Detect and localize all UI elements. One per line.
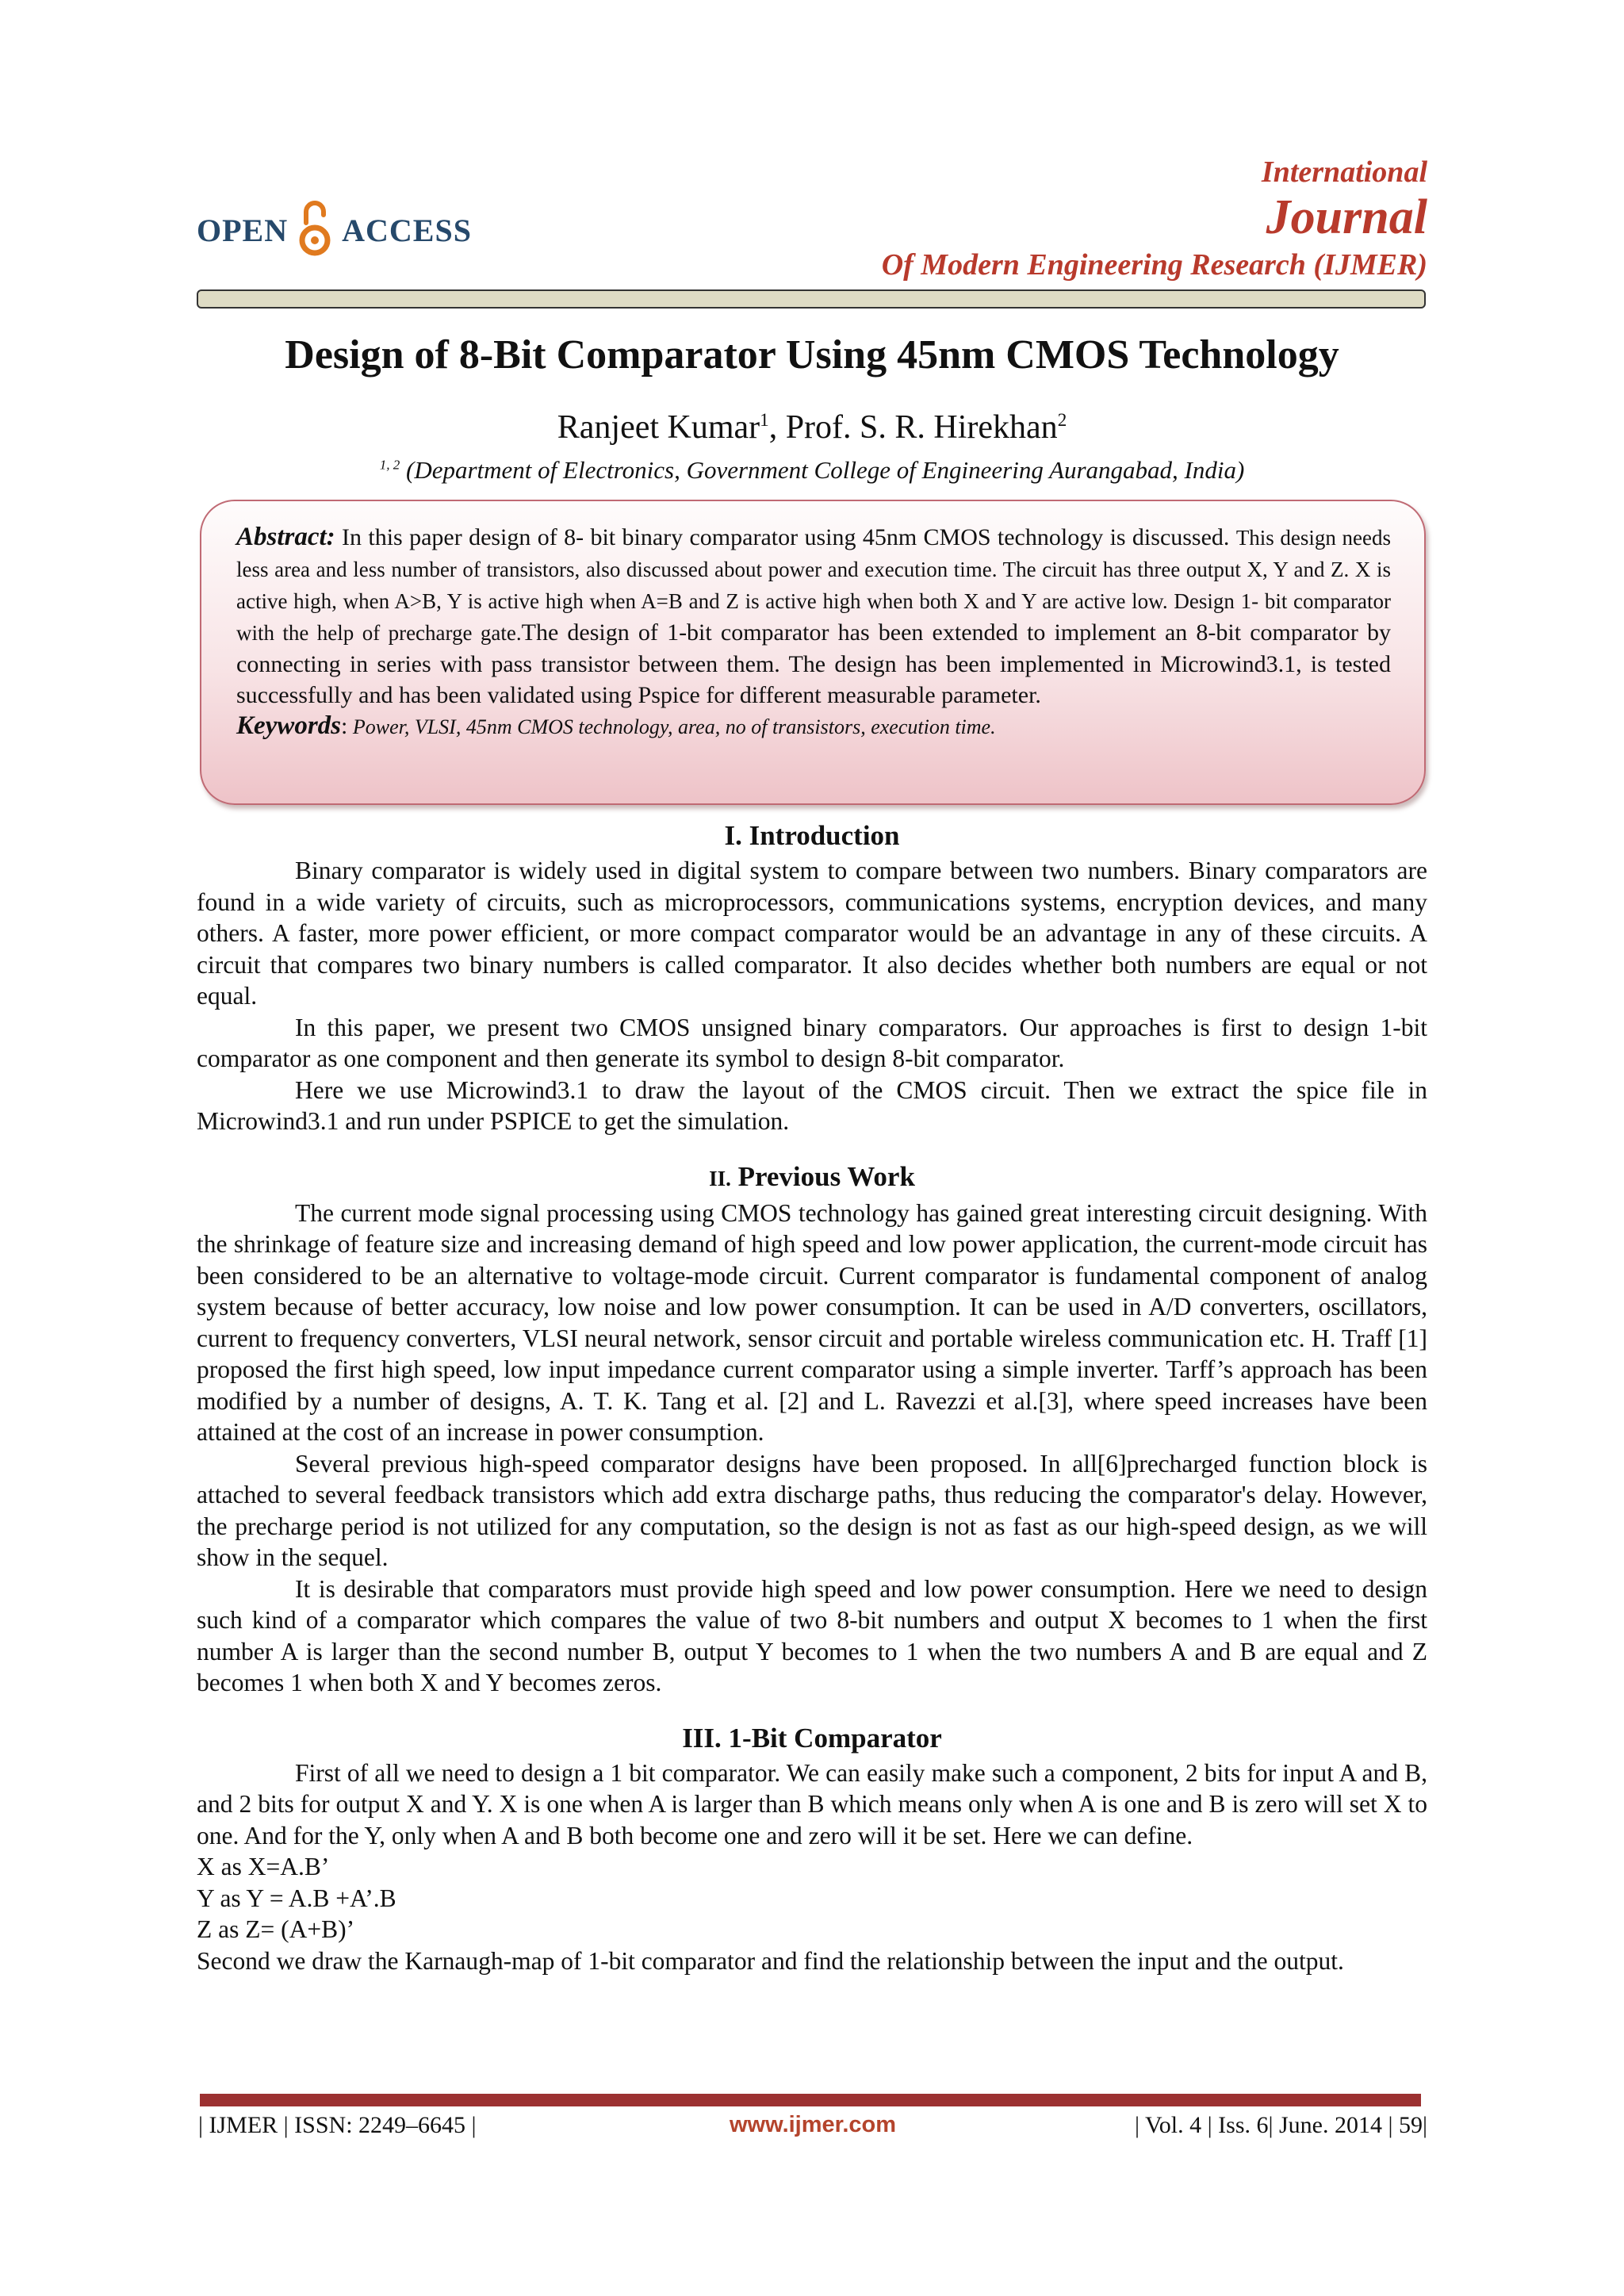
- section-3-heading: III. 1-Bit Comparator: [682, 1722, 942, 1754]
- equation-x: X as X=A.B’: [197, 1853, 330, 1880]
- section-1-paragraph-3: Here we use Microwind3.1 to draw the layout of the CMOS circuit. Then we extract the spice file in Microwind3.1 and run under PSPICE to get the simulation.: [197, 1075, 1427, 1135]
- abstract-box: [200, 500, 1426, 805]
- equation-z: Z as Z= (A+B)’: [197, 1915, 355, 1943]
- section-2-paragraph-1: The current mode signal processing using CMOS technology has gained great interesting circuit designing. With the shrinkage of feature size and increasing demand of high speed and low power application, the current-mode circuit has been considered to be an alternative to voltage-mode circuit. Current comparator is fundamental component of analog system because of better accuracy, low noise and low power consumption. It can be used in A/D converters, oscillators, current to frequency converters, VLSI neural network, sensor circuit and portable wireless communication etc. H. Traff [1] proposed the first high speed, low input impedance current comparator using a simple inverter. Tarff’s approach has been modified by a number of designs, A. T. K. Tang et al. [2] and L. Ravezzi et al.[3], where speed increases have been attained at the cost of an increase in power consumption.: [197, 1198, 1427, 1446]
- section-1-heading: I. Introduction: [724, 820, 900, 851]
- section-3-paragraph-2: Second we draw the Karnaugh-map of 1-bit comparator and find the relationship between the input and the output.: [197, 1946, 1344, 1975]
- section-1-paragraph-2: In this paper, we present two CMOS unsigned binary comparators. Our approaches is first to design 1-bit comparator as one component and then generate its symbol to design 8-bit comparator.: [197, 1013, 1427, 1072]
- footer-divider: [200, 2094, 1421, 2106]
- abstract-label: Abstract:: [236, 523, 335, 551]
- footer-website-link[interactable]: www.ijmer.com: [729, 2112, 897, 2137]
- affiliation-text: (Department of Electronics, Government College of Engineering Aurangabad, India): [406, 456, 1245, 484]
- author-2-name: , Prof. S. R. Hirekhan: [768, 409, 1058, 446]
- abstract-paragraph: [236, 522, 1391, 711]
- journal-line-journal: Journal: [1266, 190, 1427, 244]
- paper-body: [197, 817, 1427, 1976]
- abstract-text-first: In this paper design of 8- bit binary comparator using 45nm CMOS technology is discussed.: [335, 524, 1230, 550]
- section-2-title: Previous Work: [730, 1160, 915, 1192]
- abstract-text-rest: The design of 1-bit comparator has been extended to implement an 8-bit comparator by connecting in series with pass transistor between them. The design has been implemented in Microwind3.1, is tested successfully and has been validated using Pspice for different measurable parameter.: [236, 619, 1391, 708]
- author-1-name: Ranjeet Kumar: [557, 409, 760, 446]
- journal-masthead: [882, 155, 1427, 283]
- paper-title: Design of 8-Bit Comparator Using 45nm CMOS Technology: [285, 332, 1339, 378]
- author-line: [0, 408, 1624, 447]
- author-1-sup: 1: [760, 409, 769, 430]
- footer-issn: | IJMER | ISSN: 2249–6645 |: [198, 2112, 477, 2138]
- equation-y: Y as Y = A.B +A’.B: [197, 1884, 396, 1912]
- open-lock-icon: [299, 199, 331, 261]
- section-3-paragraph-1: First of all we need to design a 1 bit comparator. We can easily make such a component, 2 bits for input A and B, and 2 bits for output X and Y. X is one when A is larger than B which means only when A is one and B is zero will set X to one. And for the Y, only when A and B both become one and zero will it be set. Here we can define.: [197, 1758, 1427, 1849]
- section-2-number: II.: [709, 1166, 731, 1190]
- section-1-paragraph-1: Binary comparator is widely used in digital system to compare between two numbers. Binary comparators are found in a wide variety of circuits, such as microprocessors, communications systems, encryption devices, and many others. A faster, more power efficient, or more compact comparator would be an advantage in any of these circuits. A circuit that compares two binary numbers is called comparator. It also decides whether both numbers are equal or not equal.: [197, 857, 1427, 1010]
- open-access-logo: [197, 198, 472, 262]
- open-access-right-text: ACCESS: [342, 212, 472, 248]
- section-2-heading: [197, 1158, 1427, 1198]
- abstract-text-small: This design needs less area and less number of transistors, also discussed about power and execution time. The circuit has three output X, Y and Z. X is active high, when A>B, Y is active high when A=B and Z is active high when both X and Y are active low. Design 1- bit comparator with the help of precharge gate.: [236, 526, 1392, 645]
- affiliation-sup: 1, 2: [379, 457, 400, 473]
- section-2-paragraph-2: Several previous high-speed comparator designs have been proposed. In all[6]precharged function block is attached to several feedback transistors which add extra discharge paths, thus reducing the comparator's delay. However, the precharge period is not utilized for any computation, so the design is not as fast as our high-speed design, as we will show in the sequel.: [197, 1449, 1427, 1571]
- author-2-sup: 2: [1057, 409, 1067, 430]
- journal-line-international: International: [1261, 155, 1427, 189]
- footer-volume-page: | Vol. 4 | Iss. 6| June. 2014 | 59|: [1135, 2112, 1427, 2138]
- open-access-left-text: OPEN: [197, 212, 289, 248]
- keywords-text: Power, VLSI, 45nm CMOS technology, area, no of transistors, execution time.: [347, 715, 996, 738]
- page-footer: [198, 2112, 1427, 2144]
- header-divider: [197, 289, 1426, 309]
- journal-line-name: Of Modern Engineering Research (IJMER): [881, 248, 1427, 282]
- affiliation-line: [0, 456, 1624, 485]
- keywords-colon: :: [341, 713, 348, 739]
- section-2-paragraph-3: It is desirable that comparators must provide high speed and low power consumption. Here we need to design such kind of a comparator which compares the value of two 8-bit numbers and output X becomes to 1 when the first number A is larger than the second number B, output Y becomes to 1 when the two numbers A and B are equal and Z becomes 1 when both X and Y becomes zeros.: [197, 1574, 1427, 1696]
- keywords-line: [236, 711, 1391, 742]
- keywords-label: Keywords: [236, 711, 341, 740]
